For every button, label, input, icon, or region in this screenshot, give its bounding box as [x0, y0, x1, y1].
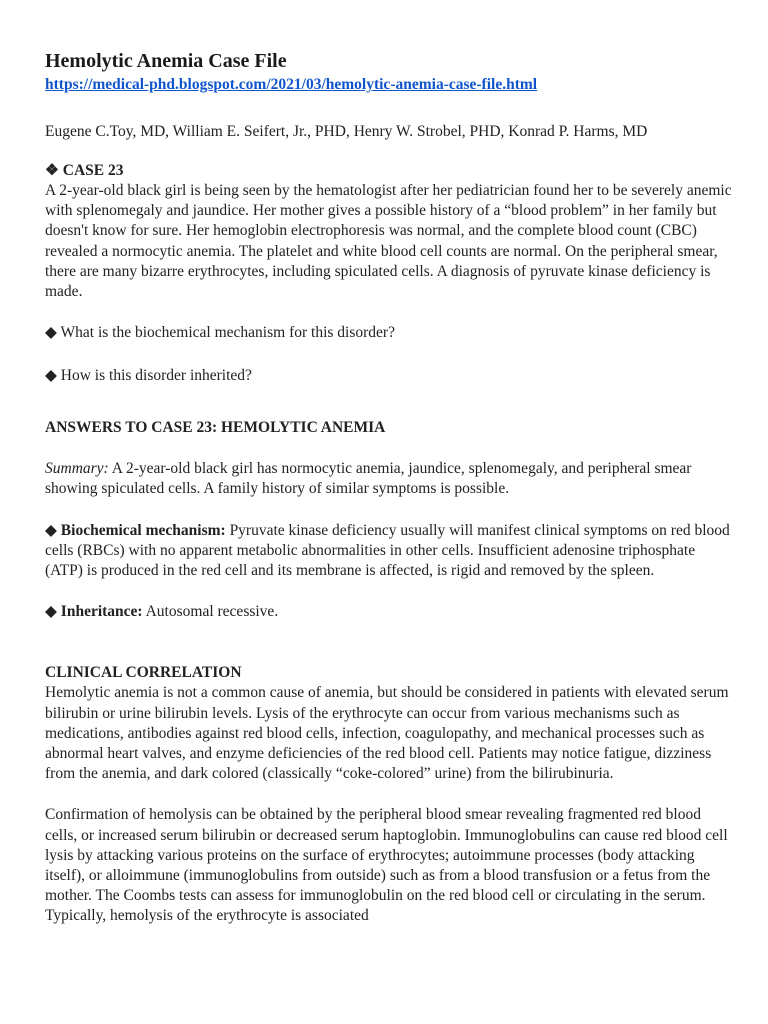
- question-biochemical: ◆ What is the biochemical mechanism for this disorder?: [45, 324, 395, 342]
- case-description: A 2-year-old black girl is being seen by the hematologist after her pediatrician found her to be severely anemic with splenomegaly and jaundice. Her mother gives a possible history of a “blood problem” in her family but doesn't know for sure. Her hemoglobin electrophoresis was normal, and the complete blood count (CBC) revealed a normocytic anemia. The platelet and white blood cell counts are normal. On the peripheral smear, there are many bizarre erythrocytes, including spiculated cells. A diagnosis of pyruvate kinase deficiency is made.: [45, 182, 732, 301]
- inherit-label: Inheritance:: [60, 603, 143, 621]
- inherit-text: Autosomal recessive.: [142, 603, 279, 621]
- inheritance-paragraph: [45, 602, 735, 622]
- clinical-correlation-heading: CLINICAL CORRELATION: [45, 664, 242, 682]
- clinical-paragraph-2: Confirmation of hemolysis can be obtained by the peripheral blood smear revealing fragmented red blood cells, or increased serum bilirubin or decreased serum haptoglobin. Immunoglobulins can cause red blood cell lysis by attacking various proteins on the surface of erythrocytes; autoimmune processes (body attacking itself), or alloimmune (immunoglobulins from outside) such as from a blood transfusion or a fetus from the mother. The Coombs tests can assess for immunoglobulin on the red blood cell or circulating in the serum. Typically, hemolysis of the erythrocyte is associated: [45, 806, 728, 925]
- document-title: Hemolytic Anemia Case File: [45, 50, 287, 72]
- biochem-label: Biochemical mechanism:: [60, 521, 226, 539]
- inherit-bullet: ◆: [45, 603, 61, 621]
- authors-line: Eugene C.Toy, MD, William E. Seifert, Jr., PHD, Henry W. Strobel, PHD, Konrad P. Harms, MD: [45, 123, 648, 140]
- summary-text: A 2-year-old black girl has normocytic anemia, jaundice, splenomegaly, and peripheral smear showing spiculated cells. A family history of similar symptoms is possible.: [45, 460, 692, 498]
- answers-heading: ANSWERS TO CASE 23: HEMOLYTIC ANEMIA: [45, 419, 386, 437]
- source-link[interactable]: https://medical-phd.blogspot.com/2021/03/hemolytic-anemia-case-file.html: [45, 76, 538, 93]
- summary-paragraph: [45, 459, 735, 499]
- biochemical-mechanism-paragraph: [45, 521, 735, 582]
- summary-label: Summary:: [45, 460, 109, 478]
- question-inheritance: ◆ How is this disorder inherited?: [45, 367, 252, 385]
- clinical-paragraph-1: Hemolytic anemia is not a common cause of anemia, but should be considered in patients with elevated serum bilirubin or urine bilirubin levels. Lysis of the erythrocyte can occur from various mechanisms such as medications, antibodies against red blood cells, infection, coagulopathy, and mechanical processes such as abnormal heart valves, and enzyme deficiencies of the red blood cell. Patients may notice fatigue, dizziness from the anemia, and dark colored (classically “coke-colored” urine) from the bilirubinuria.: [45, 684, 729, 783]
- biochem-text: Pyruvate kinase deficiency usually will manifest clinical symptoms on red blood cells (RBCs) with no apparent metabolic abnormalities in other cells. Insufficient adenosine triphosphate (ATP) is produced in the red cell and its membrane is affected, is rigid and removed by the spleen.: [45, 521, 730, 580]
- biochem-bullet: ◆: [45, 521, 61, 539]
- document-page: [45, 48, 735, 927]
- case-heading: ❖ CASE 23: [45, 162, 124, 179]
